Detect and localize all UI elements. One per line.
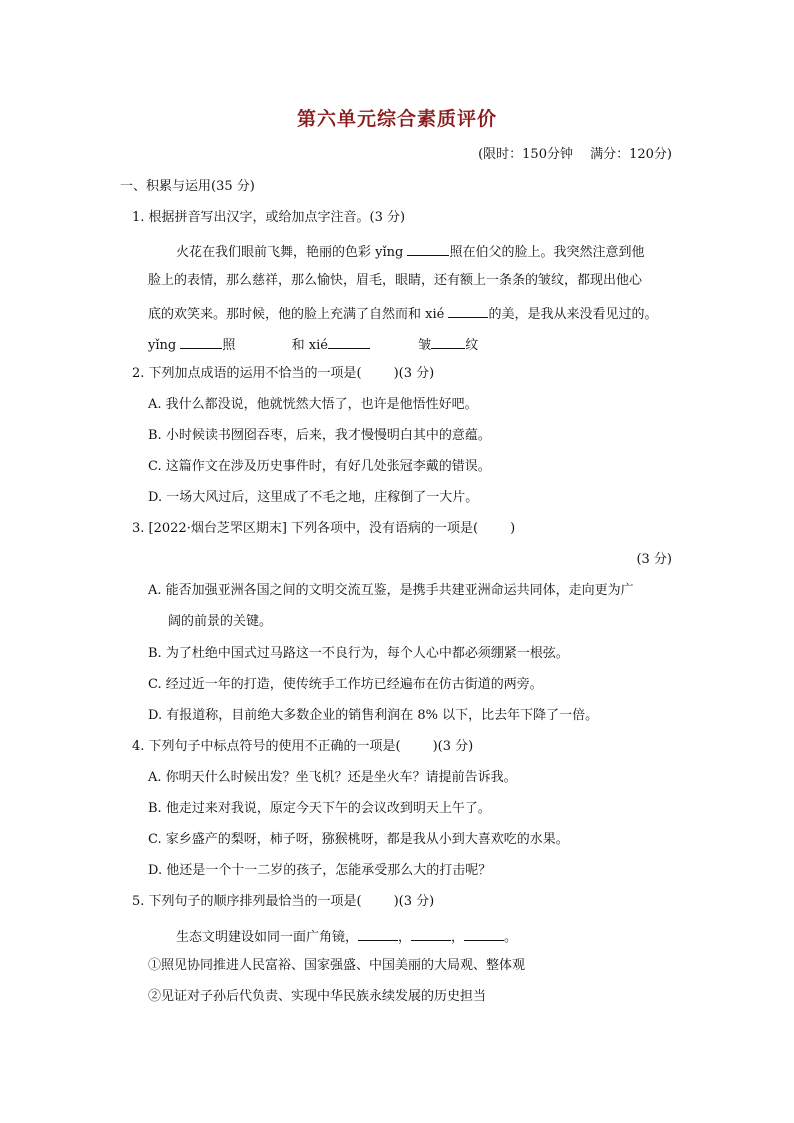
question-5-lead: 生态文明建设如同一面广角镜， ， ， 。 bbox=[176, 926, 517, 947]
question-1-stem: 1. 根据拼音写出汉字，或给加点字注音。(3 分) bbox=[132, 210, 406, 225]
question-2-option-c: C. 这篇作文在涉及历史事件时，有好几处张冠李戴的错误。 bbox=[148, 459, 491, 474]
answer-blank[interactable] bbox=[358, 926, 398, 941]
answer-blank[interactable] bbox=[407, 241, 449, 256]
question-4-option-d: D. 他还是一个十一二岁的孩子，怎能承受那么大的打击呢？ bbox=[148, 863, 492, 878]
question-2-stem: 2. 下列加点成语的运用不恰当的一项是( )(3 分) bbox=[132, 366, 435, 381]
question-1-passage-line-3: 底的欢笑来。那时候，他的脸上充满了自然而和 xié 的美，是我从来没看见过的。 bbox=[148, 303, 657, 324]
question-5-item-2: ②见证对子孙后代负责、实现中华民族永续发展的历史担当 bbox=[148, 989, 487, 1004]
answer-blank[interactable] bbox=[464, 926, 504, 941]
question-2-option-a: A. 我什么都没说，他就恍然大悟了，也许是他悟性好吧。 bbox=[148, 397, 478, 412]
question-1-answer-row: yǐng 照 和 xié 皱 纹 bbox=[148, 334, 478, 355]
question-5-stem: 5. 下列句子的顺序排列最恰当的一项是( )(3 分) bbox=[132, 894, 435, 909]
question-3-stem: 3. [2022·烟台芝罘区期末] 下列各项中，没有语病的一项是( ) bbox=[132, 521, 516, 536]
question-3-option-c: C. 经过近一年的打造，使传统手工作坊已经遍布在仿古街道的两旁。 bbox=[148, 677, 543, 692]
question-4-option-b: B. 他走过来对我说，原定今天下午的会议改到明天上午了。 bbox=[148, 801, 491, 816]
answer-blank[interactable] bbox=[411, 926, 451, 941]
question-3-option-a: A. 能否加强亚洲各国之间的文明交流互鉴，是携手共建亚洲命运共同体，走向更为广 bbox=[148, 583, 634, 598]
question-3-option-b: B. 为了杜绝中国式过马路这一不良行为，每个人心中都必须绷紧一根弦。 bbox=[148, 646, 569, 661]
page-title: 第六单元综合素质评价 bbox=[296, 108, 497, 130]
question-4-stem: 4. 下列句子中标点符号的使用不正确的一项是( )(3 分) bbox=[132, 739, 474, 754]
question-3-score: (3 分) bbox=[636, 552, 672, 567]
question-3-option-a-cont: 阔的前景的关键。 bbox=[168, 614, 273, 629]
question-5-item-1: ①照见协同推进人民富裕、国家强盛、中国美丽的大局观、整体观 bbox=[148, 958, 526, 973]
time-score-limit: (限时：150分钟 满分：120分) bbox=[478, 147, 672, 162]
answer-blank[interactable] bbox=[448, 303, 488, 318]
question-3-option-d: D. 有报道称，目前绝大多数企业的销售利润在 8% 以下，比去年下降了一倍。 bbox=[148, 708, 599, 723]
question-4-option-c: C. 家乡盛产的梨呀，柿子呀，猕猴桃呀，都是我从小到大喜欢吃的水果。 bbox=[148, 832, 569, 847]
answer-blank[interactable] bbox=[180, 334, 222, 349]
section-heading: 一、积累与运用(35 分) bbox=[120, 179, 255, 194]
answer-blank[interactable] bbox=[431, 334, 465, 349]
answer-blank[interactable] bbox=[328, 334, 370, 349]
question-1-passage-line-2: 脸上的表情，那么慈祥，那么愉快，眉毛，眼睛，还有额上一条条的皱纹，都现出他心 bbox=[148, 273, 643, 288]
question-4-option-a: A. 你明天什么时候出发？坐飞机？还是坐火车？请提前告诉我。 bbox=[148, 770, 517, 785]
question-2-option-d: D. 一场大风过后，这里成了不毛之地，庄稼倒了一大片。 bbox=[148, 490, 479, 505]
question-1-passage-line-1: 火花在我们眼前飞舞，艳丽的色彩 yǐng 照在伯父的脸上。我突然注意到他 bbox=[176, 241, 644, 262]
question-2-option-b: B. 小时候读书囫囵吞枣，后来，我才慢慢明白其中的意蕴。 bbox=[148, 428, 491, 443]
